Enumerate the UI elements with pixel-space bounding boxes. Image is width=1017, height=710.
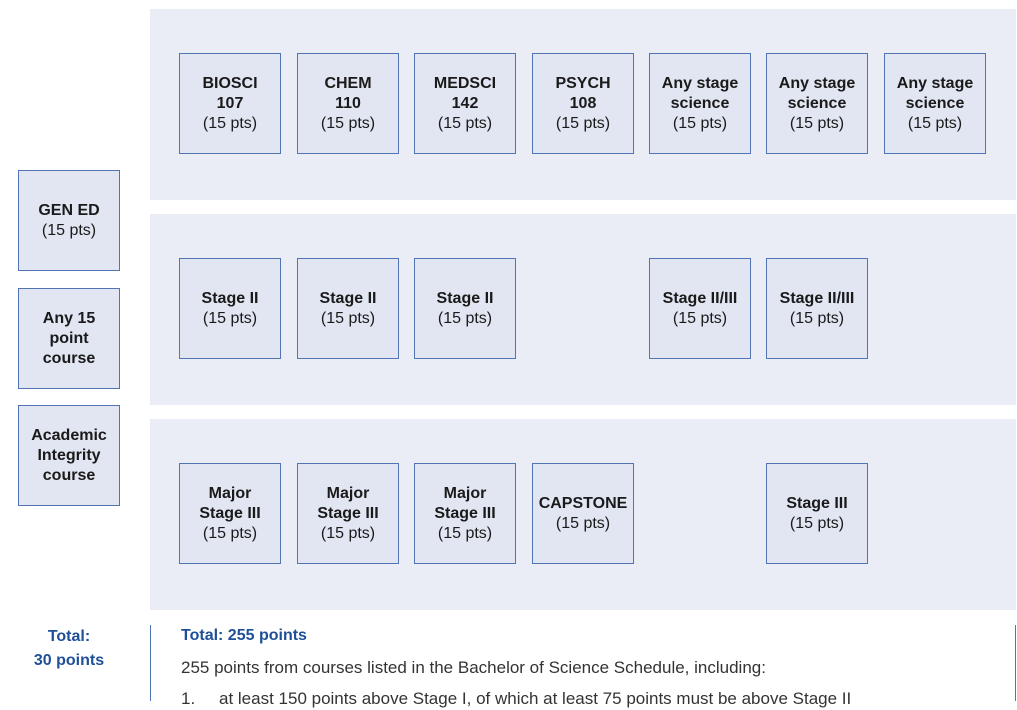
course-code: Stage II	[436, 289, 494, 307]
course-points: (15 pts)	[320, 114, 376, 132]
course-code: Major Stage III	[199, 484, 261, 522]
course-code: Any stage science	[661, 74, 739, 112]
requirements-description: 255 points from courses listed in the Bachelor of Science Schedule, including:	[181, 658, 766, 677]
course-box	[414, 463, 516, 564]
course-points: (15 pts)	[202, 524, 258, 542]
course-box	[297, 258, 399, 359]
academic-integrity-box	[18, 405, 120, 506]
course-code: Stage III	[786, 494, 848, 512]
course-points: (15 pts)	[672, 114, 728, 132]
course-box	[649, 53, 751, 154]
course-box	[179, 53, 281, 154]
left-divider	[150, 625, 151, 701]
course-code: Academic Integrity course	[31, 426, 107, 484]
course-code: Major Stage III	[317, 484, 379, 522]
course-points: (15 pts)	[202, 309, 258, 327]
course-box	[649, 258, 751, 359]
course-points: (15 pts)	[437, 524, 493, 542]
course-points: (15 pts)	[789, 114, 845, 132]
course-box	[414, 258, 516, 359]
course-code: GEN ED	[38, 201, 100, 219]
course-code: Stage II/III	[779, 289, 855, 307]
right-total: Total: 255 points	[181, 627, 307, 644]
course-code: Any stage science	[778, 74, 856, 112]
course-points: (15 pts)	[437, 309, 493, 327]
course-box	[766, 53, 868, 154]
course-code: Stage II	[201, 289, 259, 307]
course-code: Any 15 point course	[42, 309, 96, 367]
course-box	[766, 463, 868, 564]
right-divider	[1015, 625, 1016, 701]
course-code: CHEM 110	[324, 74, 372, 112]
course-points: (15 pts)	[437, 114, 493, 132]
course-box	[414, 53, 516, 154]
left-total: Total: 30 points	[33, 628, 105, 669]
requirement-item	[181, 688, 851, 710]
course-code: BIOSCI 107	[202, 74, 258, 112]
course-code: CAPSTONE	[538, 494, 628, 512]
course-code: PSYCH 108	[555, 74, 611, 112]
course-box	[884, 53, 986, 154]
course-points: (15 pts)	[789, 514, 845, 532]
course-points: (15 pts)	[555, 114, 611, 132]
course-points: (15 pts)	[672, 309, 728, 327]
course-code: Stage II/III	[662, 289, 738, 307]
course-box	[297, 463, 399, 564]
course-box	[179, 463, 281, 564]
course-box	[766, 258, 868, 359]
course-points: (15 pts)	[320, 309, 376, 327]
item-number: 1.	[181, 689, 196, 708]
course-points: (15 pts)	[202, 114, 258, 132]
course-box	[179, 258, 281, 359]
course-box	[532, 463, 634, 564]
course-box	[532, 53, 634, 154]
course-points: (15 pts)	[907, 114, 963, 132]
course-points: (15 pts)	[555, 514, 611, 532]
any-course-box	[18, 288, 120, 389]
course-code: Major Stage III	[434, 484, 496, 522]
course-code: Stage II	[319, 289, 377, 307]
course-points: (15 pts)	[789, 309, 845, 327]
gen-ed-box	[18, 170, 120, 271]
item-text: at least 150 points above Stage I, of which at least 75 points must be above Stage II	[219, 689, 852, 708]
course-points: (15 pts)	[320, 524, 376, 542]
course-points: (15 pts)	[41, 221, 97, 239]
course-box	[297, 53, 399, 154]
course-code: Any stage science	[896, 74, 974, 112]
course-code: MEDSCI 142	[433, 74, 497, 112]
